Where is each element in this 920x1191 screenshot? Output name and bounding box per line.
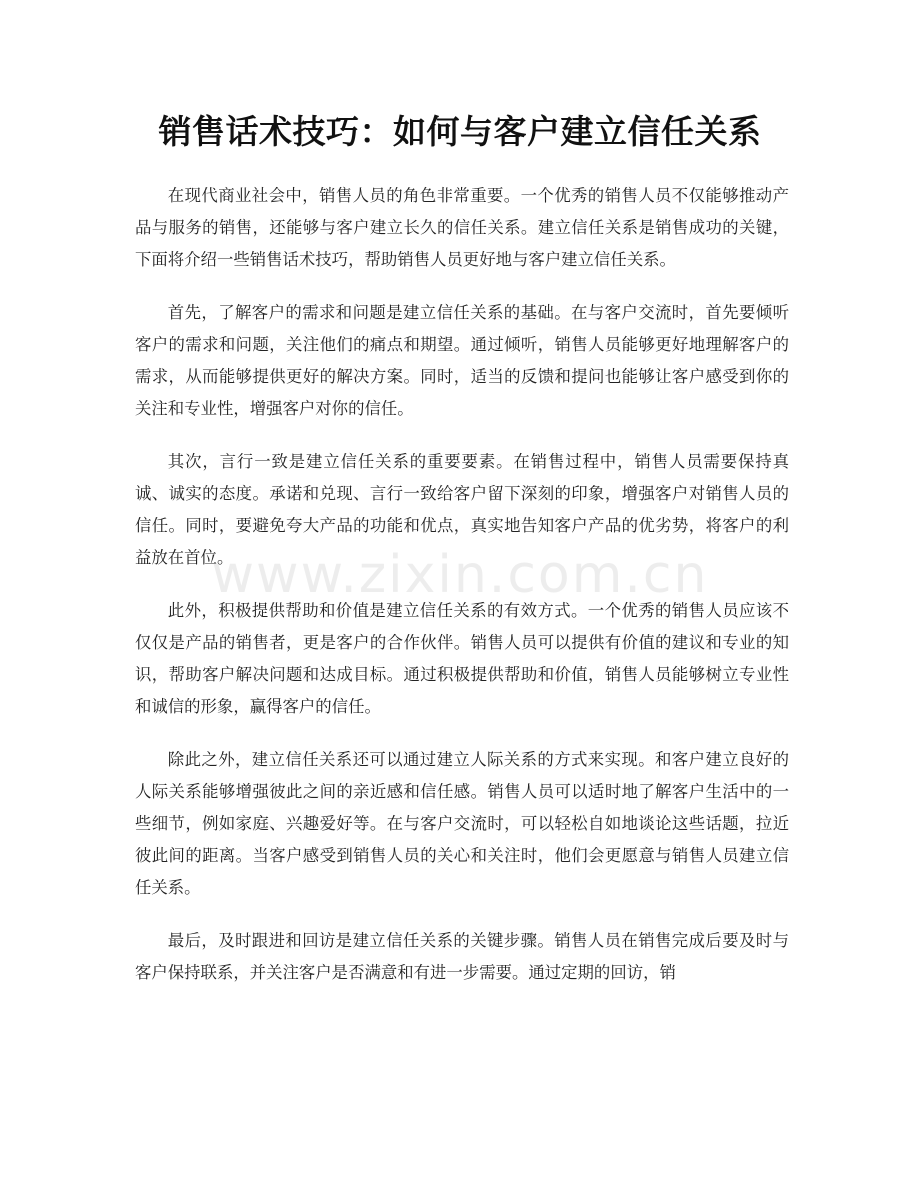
document-body (135, 180, 789, 1010)
paragraph-2: 首先，了解客户的需求和问题是建立信任关系的基础。在与客户交流时，首先要倾听客户的需求和问题，关注他们的痛点和期望。通过倾听，销售人员能够更好地理解客户的需求，从而能够提供更好的解决方案。同时，适当的反馈和提问也能够让客户感受到你的关注和专业性，增强客户对你的信任。 (135, 303, 789, 418)
paragraph-5: 除此之外，建立信任关系还可以通过建立人际关系的方式来实现。和客户建立良好的人际关系能够增强彼此之间的亲近感和信任感。销售人员可以适时地了解客户生活中的一些细节，例如家庭、兴趣爱好等。在与客户交流时，可以轻松自如地谈论这些话题，拉近彼此间的距离。当客户感受到销售人员的关心和关注时，他们会更愿意与销售人员建立信任关系。 (135, 750, 789, 897)
paragraph-3: 其次，言行一致是建立信任关系的重要要素。在销售过程中，销售人员需要保持真诚、诚实的态度。承诺和兑现、言行一致给客户留下深刻的印象，增强客户对销售人员的信任。同时，要避免夸大产品的功能和优点，真实地告知客户产品的优劣势，将客户的利益放在首位。 (135, 452, 789, 567)
watermark: www.zixin.com.cn (211, 545, 709, 605)
paragraph-1: 在现代商业社会中，销售人员的角色非常重要。一个优秀的销售人员不仅能够推动产品与服务的销售，还能够与客户建立长久的信任关系。建立信任关系是销售成功的关键，下面将介绍一些销售话术技巧，帮助销售人员更好地与客户建立信任关系。 (135, 186, 789, 269)
paragraph-6: 最后，及时跟进和回访是建立信任关系的关键步骤。销售人员在销售完成后要及时与客户保持联系，并关注客户是否满意和有进一步需要。通过定期的回访，销 (135, 931, 789, 982)
document-title: 销售话术技巧：如何与客户建立信任关系 (158, 112, 762, 151)
paragraph-4: 此外，积极提供帮助和价值是建立信任关系的有效方式。一个优秀的销售人员应该不仅仅是产品的销售者，更是客户的合作伙伴。销售人员可以提供有价值的建议和专业的知识，帮助客户解决问题和达成目标。通过积极提供帮助和价值，销售人员能够树立专业性和诚信的形象，赢得客户的信任。 (135, 601, 789, 716)
